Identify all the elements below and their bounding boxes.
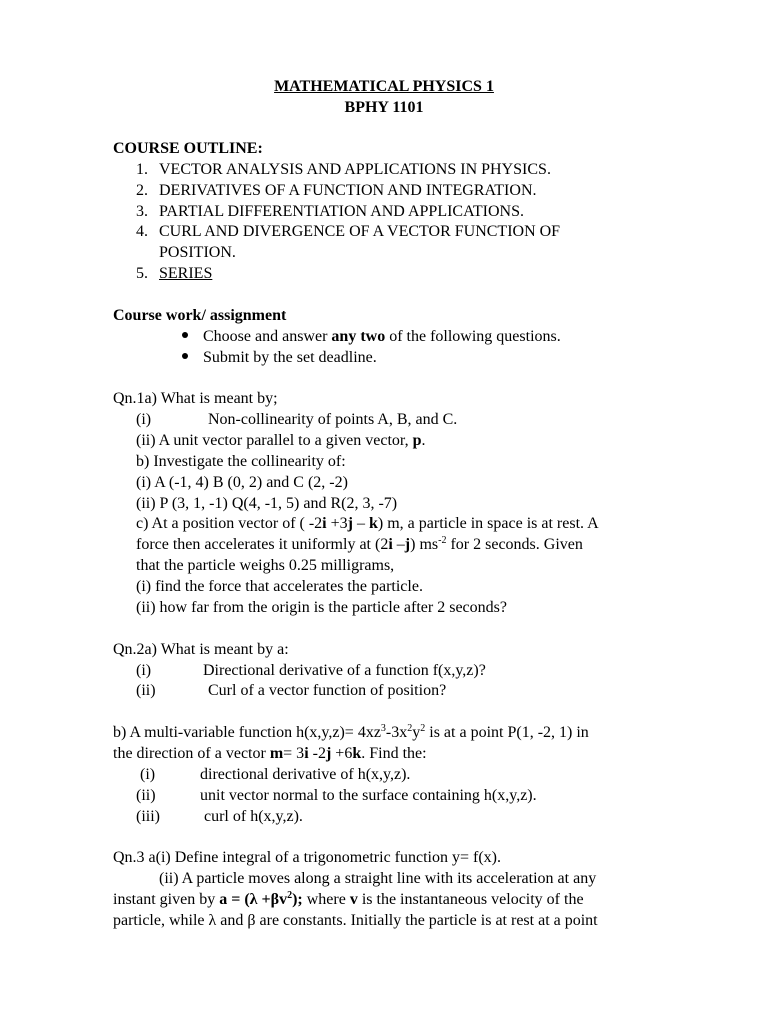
q3-line-2: (ii) A particle moves along a straight line with its acceleration at any [159, 870, 597, 887]
q1-line-1: Qn.1a) What is meant by; [113, 390, 278, 407]
q2-line-4: b) A multi-variable function $h(x,y,z)= 4xz^3-3x^2y^2$ is at a point P(1, -2, 1) in [113, 723, 589, 741]
q2-line-3: (ii) Curl of a vector function of position? [136, 682, 447, 699]
outline-num: 4. [136, 223, 148, 240]
outline-item-4-cont: POSITION. [159, 244, 236, 261]
outline-item-2 [136, 181, 537, 201]
q1-line-11: (ii) how far from the origin is the particle after 2 seconds? [136, 599, 507, 616]
bullet-icon [182, 353, 188, 359]
q1-line-2: (i) Non-collinearity of points A, B, and C. [136, 411, 458, 428]
q2-line-7: (ii) unit vector normal to the surface containing h(x,y,z). [136, 787, 537, 804]
outline-text: DERIVATIVES OF A FUNCTION AND INTEGRATION. [159, 182, 537, 199]
outline-item-3 [136, 202, 524, 222]
q1-line-6: (ii) P (3, 1, -1) Q(4, -1, 5) and R(2, 3, -7) [136, 495, 398, 512]
outline-num: 1. [136, 161, 148, 178]
outline-num: 3. [136, 203, 148, 220]
q1-line-7: c) At a position vector of ( -2i +3j – k) m, a particle in space is at rest. A [136, 515, 599, 532]
document-title: MATHEMATICAL PHYSICS 1 [274, 78, 494, 95]
q1-line-9: that the particle weighs 0.25 milligrams, [136, 557, 395, 574]
q1-line-3: (ii) A unit vector parallel to a given vector, p. [136, 432, 426, 449]
q2-line-6: (i) directional derivative of h(x,y,z). [140, 766, 411, 783]
outline-item-5 [136, 264, 213, 284]
outline-text: SERIES [159, 265, 213, 282]
q1-line-4: b) Investigate the collinearity of: [136, 453, 346, 470]
q1-line-5: (i) A (-1, 4) B (0, 2) and C (2, -2) [136, 474, 348, 491]
outline-text: VECTOR ANALYSIS AND APPLICATIONS IN PHYSICS. [159, 161, 551, 178]
q1-line-8: force then accelerates it uniformly at (2i –j) $ms^{-2}$ for 2 seconds. Given [136, 535, 583, 553]
outline-text: PARTIAL DIFFERENTIATION AND APPLICATIONS. [159, 203, 524, 220]
q1-line-10: (i) find the force that accelerates the particle. [136, 578, 423, 595]
bullet-icon [182, 332, 188, 338]
outline-num: 2. [136, 182, 148, 199]
q3-line-1: Qn.3 a(i) Define integral of a trigonometric function y= f(x). [113, 849, 501, 866]
q2-line-1: Qn.2a) What is meant by a: [113, 641, 289, 658]
bullet-text: Choose and answer any two of the following questions. [203, 328, 561, 345]
outline-num: 5. [136, 265, 148, 282]
q2-line-5: the direction of a vector m= 3i -2j +6k. Find the: [113, 745, 427, 762]
coursework-bullet-1 [182, 327, 561, 347]
q2-line-8: (iii) curl of h(x,y,z). [136, 808, 303, 825]
q3-line-3: instant given by $a = (\lambda +\beta v^2)$; where v is the instantaneous velocity of the [113, 890, 584, 908]
outline-item-1 [136, 160, 551, 180]
bullet-text: Submit by the set deadline. [203, 349, 377, 366]
coursework-heading: Course work/ assignment [113, 307, 287, 324]
outline-item-4 [136, 222, 561, 242]
course-code: BPHY 1101 [344, 99, 424, 116]
outline-text: CURL AND DIVERGENCE OF A VECTOR FUNCTION OF [159, 223, 561, 240]
q3-line-4: particle, while λ and β are constants. Initially the particle is at rest at a point [113, 912, 598, 929]
coursework-bullet-2 [182, 348, 377, 368]
outline-heading: COURSE OUTLINE: [113, 140, 263, 157]
q2-line-2: (i) Directional derivative of a function f(x,y,z)? [136, 662, 486, 679]
